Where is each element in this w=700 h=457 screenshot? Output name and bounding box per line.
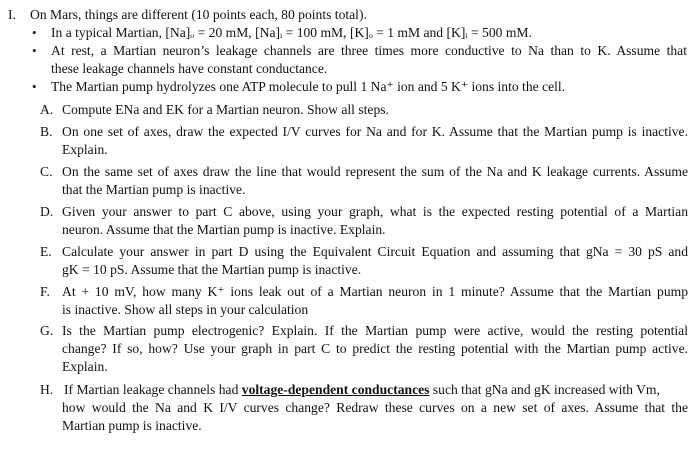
question-d-line1: Given your answer to part C above, using your graph, what is the expected resting potential of a Martian [62,204,688,219]
bullet-dot-icon: • [32,79,37,94]
question-g-line3: Explain. [62,359,108,374]
question-c-line1: On the same set of axes draw the line that would represent the sum of the Na and K leakage currents. Assume [62,164,688,179]
question-e-line2: gK = 10 pS. Assume that the Martian pump is inactive. [62,262,362,277]
question-d-line2: neuron. Assume that the Martian pump is inactive. Explain. [62,222,386,237]
bullet-concentrations: In a typical Martian, [Na]ₒ = 20 mM, [Na]ᵢ = 100 mM, [K]ₒ = 1 mM and [K]ᵢ = 500 mM. [51,25,532,40]
question-h-line2: how would the Na and K I/V curves change? Redraw these curves on a new set of axes. Assume that the [62,400,688,415]
question-f-line2: is inactive. Show all steps in your calculation [62,302,309,317]
question-b-line1: On one set of axes, draw the expected I/V curves for Na and for K. Assume that the Martian pump is inactive. [62,124,688,139]
question-g-letter: G. [40,323,54,338]
question-g-line1: Is the Martian pump electrogenic? Explain. If the Martian pump were active, would the resting potential [62,323,688,338]
question-g-line2: change? If so, how? Use your graph in part C to predict the resting potential with the Martian pump active. [62,341,688,356]
question-e-letter: E. [40,244,52,259]
bullet-dot-icon: • [32,43,37,58]
question-h-letter: H. [40,382,54,397]
question-h-line1-post: such that gNa and gK increased with Vm, [432,382,660,397]
problem-title: On Mars, things are different (10 points each, 80 points total). [30,7,367,22]
question-h-line3: Martian pump is inactive. [62,418,202,433]
question-e-line1: Calculate your answer in part D using the Equivalent Circuit Equation and assuming that gNa = 30 pS and [62,244,688,259]
question-f-line1: At + 10 mV, how many K⁺ ions leak out of a Martian neuron in 1 minute? Assume that the Martian pump [62,284,688,299]
question-h-line1 [64,381,660,399]
problem-number: I. [8,7,16,22]
question-a-text: Compute ENa and EK for a Martian neuron. Show all steps. [62,102,389,117]
question-d-letter: D. [40,204,54,219]
bullet-leakage-line1: At rest, a Martian neuron’s leakage channels are three times more conductive to Na than to K. Assume that [51,43,687,58]
question-f-letter: F. [40,284,50,299]
question-c-line2: that the Martian pump is inactive. [62,182,246,197]
bullet-leakage-line2: these leakage channels have constant conductance. [51,61,328,76]
bullet-dot-icon: • [32,25,37,40]
bullet-pump: The Martian pump hydrolyzes one ATP molecule to pull 1 Na⁺ ion and 5 K⁺ ions into the cell. [51,79,566,94]
emphasis-voltage-dependent: voltage-dependent conductances [241,382,430,397]
question-a-letter: A. [40,102,54,117]
question-c-letter: C. [40,164,53,179]
question-b-letter: B. [40,124,53,139]
question-h-line1-pre: If Martian leakage channels had [64,382,239,397]
question-b-line2: Explain. [62,142,108,157]
